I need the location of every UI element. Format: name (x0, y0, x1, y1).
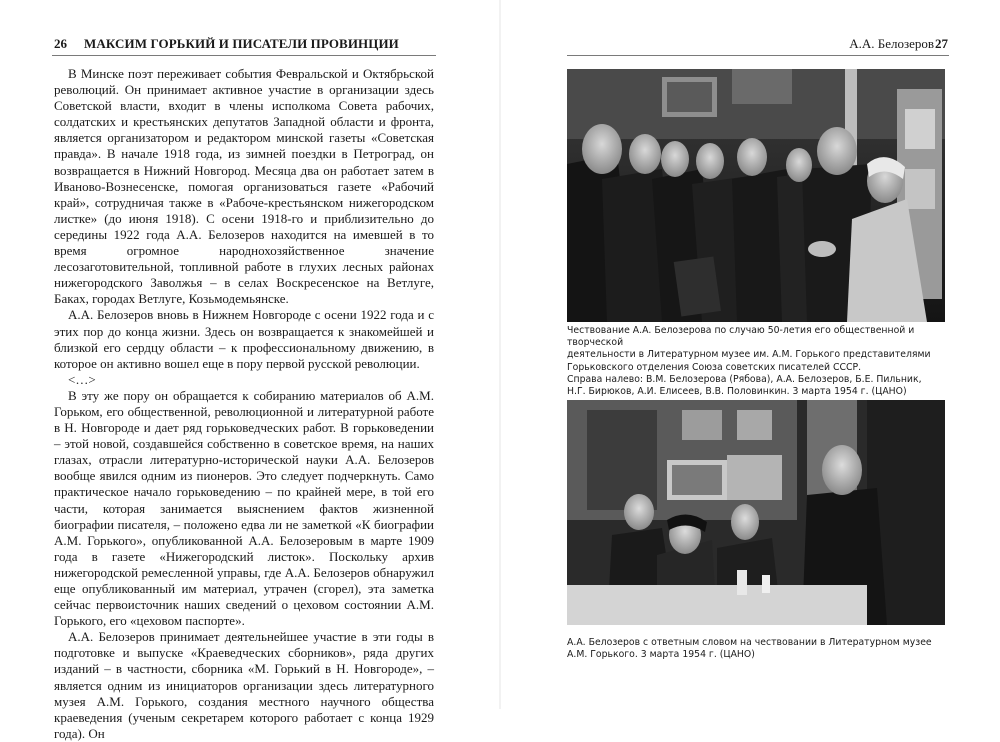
paragraph: В Минске поэт переживает события Февральской и Октябрьской революций. Он принимает активное участие в организации здесь Советской власти, входит в члены исполкома Совета рабочих, солдатских и крестьянских депутатов Западной области и фронта, является организатором и редактором минской газеты «Советская правда». В начале 1918 года, из зимней поездки в Петроград, он возвращается в Нижний Новгород. Месяца два он работает затем в Иваново-Вознесенске, помогая организоваться газете «Рабочий край», сотрудничая также в «Рабоче-крестьянском нижегородском листке» (до июня 1918). С осени 1918-го и приблизительно до середины 1922 года А.А. Белозеров находится на имевшей в то время огромное народнохозяйственное значение лесозаготовительной, топливной работе в глухих лесных районах нижегородского Заволжья – в селах Воскресенское на Ветлуге, Баках, городах Ветлуге, Козьмодемьянске. (54, 66, 434, 307)
caption-line: А.М. Горького. 3 марта 1954 г. (ЦАНО) (567, 649, 755, 661)
caption-line: Н.Г. Бирюков, А.И. Елисеев, В.В. Половинкин. 3 марта 1954 г. (ЦАНО) (567, 386, 907, 398)
paragraph: А.А. Белозеров принимает деятельнейшее участие в эти годы в подготовке и выпуске «Краеведческих сборников», ряда других изданий – в частности, сборника «М. Горький в Н. Новгороде», – является одним из инициаторов организации здесь литературного музея А.М. Горького, создания местного научного общества краеведения (ученым секретарем которого работает с конца 1929 года). Он (54, 629, 434, 741)
header-rule (567, 55, 949, 56)
caption-line: деятельности в Литературном музее им. А.М. Горького представителями (567, 349, 931, 361)
left-page (0, 0, 500, 741)
photo-caption (567, 325, 947, 398)
header-rule (52, 55, 436, 56)
photo-celebration-group (567, 69, 945, 322)
photo-speech-at-museum (567, 400, 945, 625)
caption-line: Чествование А.А. Белозерова по случаю 50-летия его общественной и творческой (567, 325, 915, 349)
body-text (54, 66, 434, 742)
caption-line: Горьковского отделения Союза советских писателей СССР. (567, 361, 862, 373)
page-number: 26 (54, 36, 67, 51)
running-author: А.А. Белозеров (849, 36, 934, 51)
page-number: 27 (935, 36, 948, 51)
paragraph: А.А. Белозеров вновь в Нижнем Новгороде с осени 1922 года и с этих пор до конца жизни. Здесь он возвращается к знакомейшей и близкой его сердцу области – к профессиональному движению, в которое он активно вошел еще в пору первой русской революции. (54, 307, 434, 371)
running-title: МАКСИМ ГОРЬКИЙ И ПИСАТЕЛИ ПРОВИНЦИИ (84, 36, 399, 51)
caption-line: А.А. Белозеров с ответным словом на чествовании в Литературном музее (567, 637, 932, 648)
omission-mark: <…> (68, 371, 96, 387)
caption-line: Справа налево: В.М. Белозерова (Рябова), А.А. Белозеров, Б.Е. Пильник, (567, 373, 922, 385)
paragraph: В эту же пору он обращается к собиранию материалов об А.М. Горьком, его общественной, революционной и литературной работе в Н. Новгороде и дает ряд горьковедческих работ. В горьковедении – этой новой, создавшейся собственно в советское время, на наших глазах, отрасли литературно-исторической науки А.А. Белозеров вообще явился одним из пионеров. Это следует подчеркнуть. Само практическое начало горьковедению – по крайней мере, в той его части, которая занимается выяснением фактов жизненной биографии писателя, – положено едва ли не заметкой «К биографии А.М. Горького», опубликованной А.А. Белозеровым в марте 1909 года в газете «Нижегородский листок». Поскольку архив нижегородской ремесленной управы, где А.А. Белозеров обнаружил еще опубликованный им материал, утрачен (сгорел), эта заметка сейчас первоисточник наших сведений о цеховом состоянии А.М. Горького, его «цеховом паспорте». (54, 387, 434, 629)
photo-caption (567, 637, 947, 661)
